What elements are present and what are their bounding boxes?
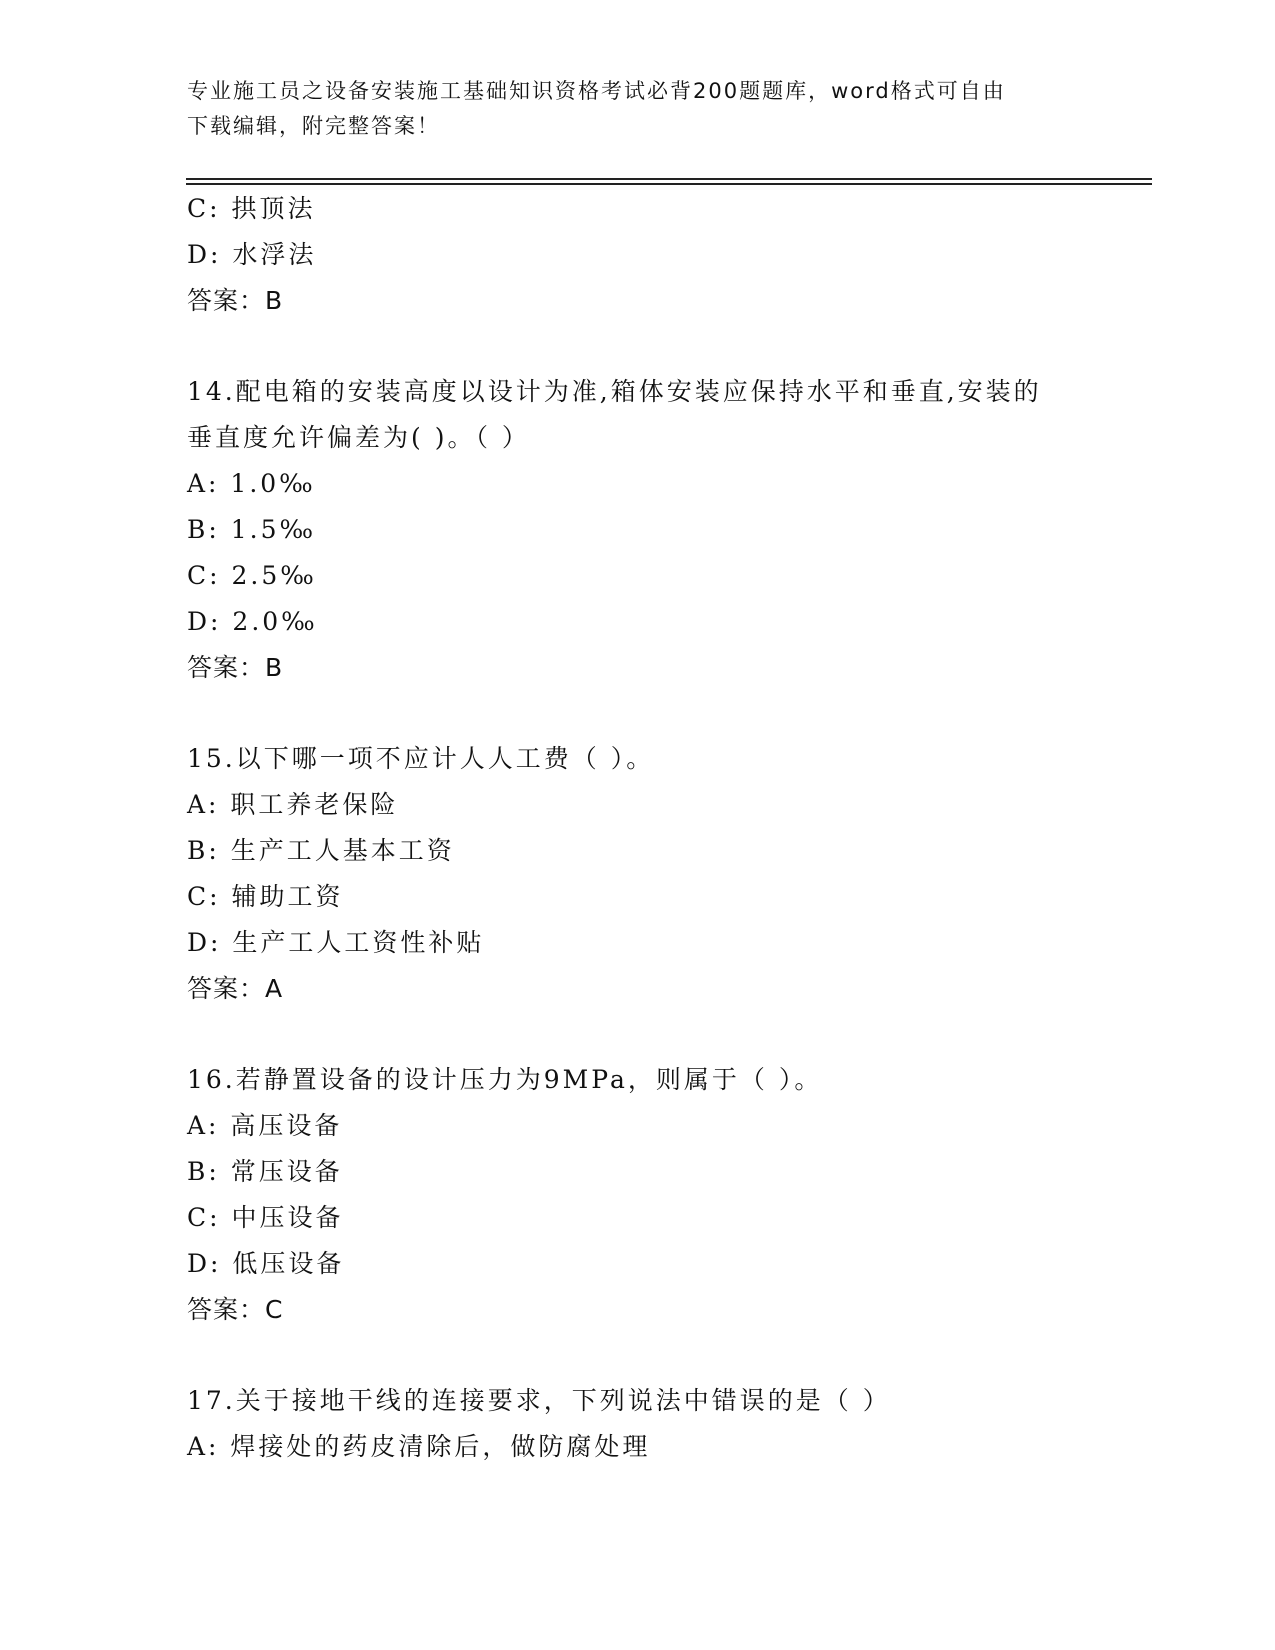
- answer-line: 答案：B: [187, 286, 284, 315]
- option-c: C: 中压设备: [187, 1203, 344, 1232]
- question-stem-line: 垂直度允许偏差为( )。（ ）: [187, 423, 530, 452]
- header-line-2: 下载编辑，附完整答案！: [187, 114, 440, 138]
- question-16: [187, 1057, 1127, 1333]
- answer-line: 答案：B: [187, 653, 284, 682]
- option-c: C: 拱顶法: [187, 194, 316, 223]
- question-14: [187, 369, 1127, 691]
- question-stem-line: 17.关于接地干线的连接要求，下列说法中错误的是（ ）: [187, 1386, 891, 1415]
- option-d: D: 水浮法: [187, 240, 317, 269]
- question-stem-line: 16.若静置设备的设计压力为9MPa，则属于（ ）。: [187, 1065, 823, 1094]
- question-15: [187, 736, 1127, 1012]
- option-c: C: 2.5‰: [187, 561, 317, 590]
- header-divider-top: [186, 178, 1152, 180]
- option-b: B: 常压设备: [187, 1157, 343, 1186]
- option-c: C: 辅助工资: [187, 882, 344, 911]
- option-a: A: 职工养老保险: [187, 790, 399, 819]
- option-d: D: 生产工人工资性补贴: [187, 928, 485, 957]
- question-fragment: [187, 186, 1127, 324]
- question-17: [187, 1378, 1127, 1470]
- answer-line: 答案：A: [187, 974, 284, 1003]
- document-header: [187, 74, 1067, 144]
- option-b: B: 1.5‰: [187, 515, 317, 544]
- option-d: D: 低压设备: [187, 1249, 345, 1278]
- question-list: [187, 186, 1127, 1470]
- option-a: A: 高压设备: [187, 1111, 343, 1140]
- option-a: A: 1.0‰: [187, 469, 316, 498]
- header-line-1: 专业施工员之设备安装施工基础知识资格考试必背200题题库，word格式可自由: [187, 79, 1006, 103]
- header-divider-bottom: [186, 183, 1152, 185]
- answer-line: 答案：C: [187, 1295, 284, 1324]
- question-stem-line: 14.配电箱的安装高度以设计为准,箱体安装应保持水平和垂直,安装的: [187, 377, 1042, 406]
- option-d: D: 2.0‰: [187, 607, 318, 636]
- option-a: A: 焊接处的药皮清除后，做防腐处理: [187, 1432, 651, 1461]
- question-stem-line: 15.以下哪一项不应计人人工费（ ）。: [187, 744, 655, 773]
- option-b: B: 生产工人基本工资: [187, 836, 455, 865]
